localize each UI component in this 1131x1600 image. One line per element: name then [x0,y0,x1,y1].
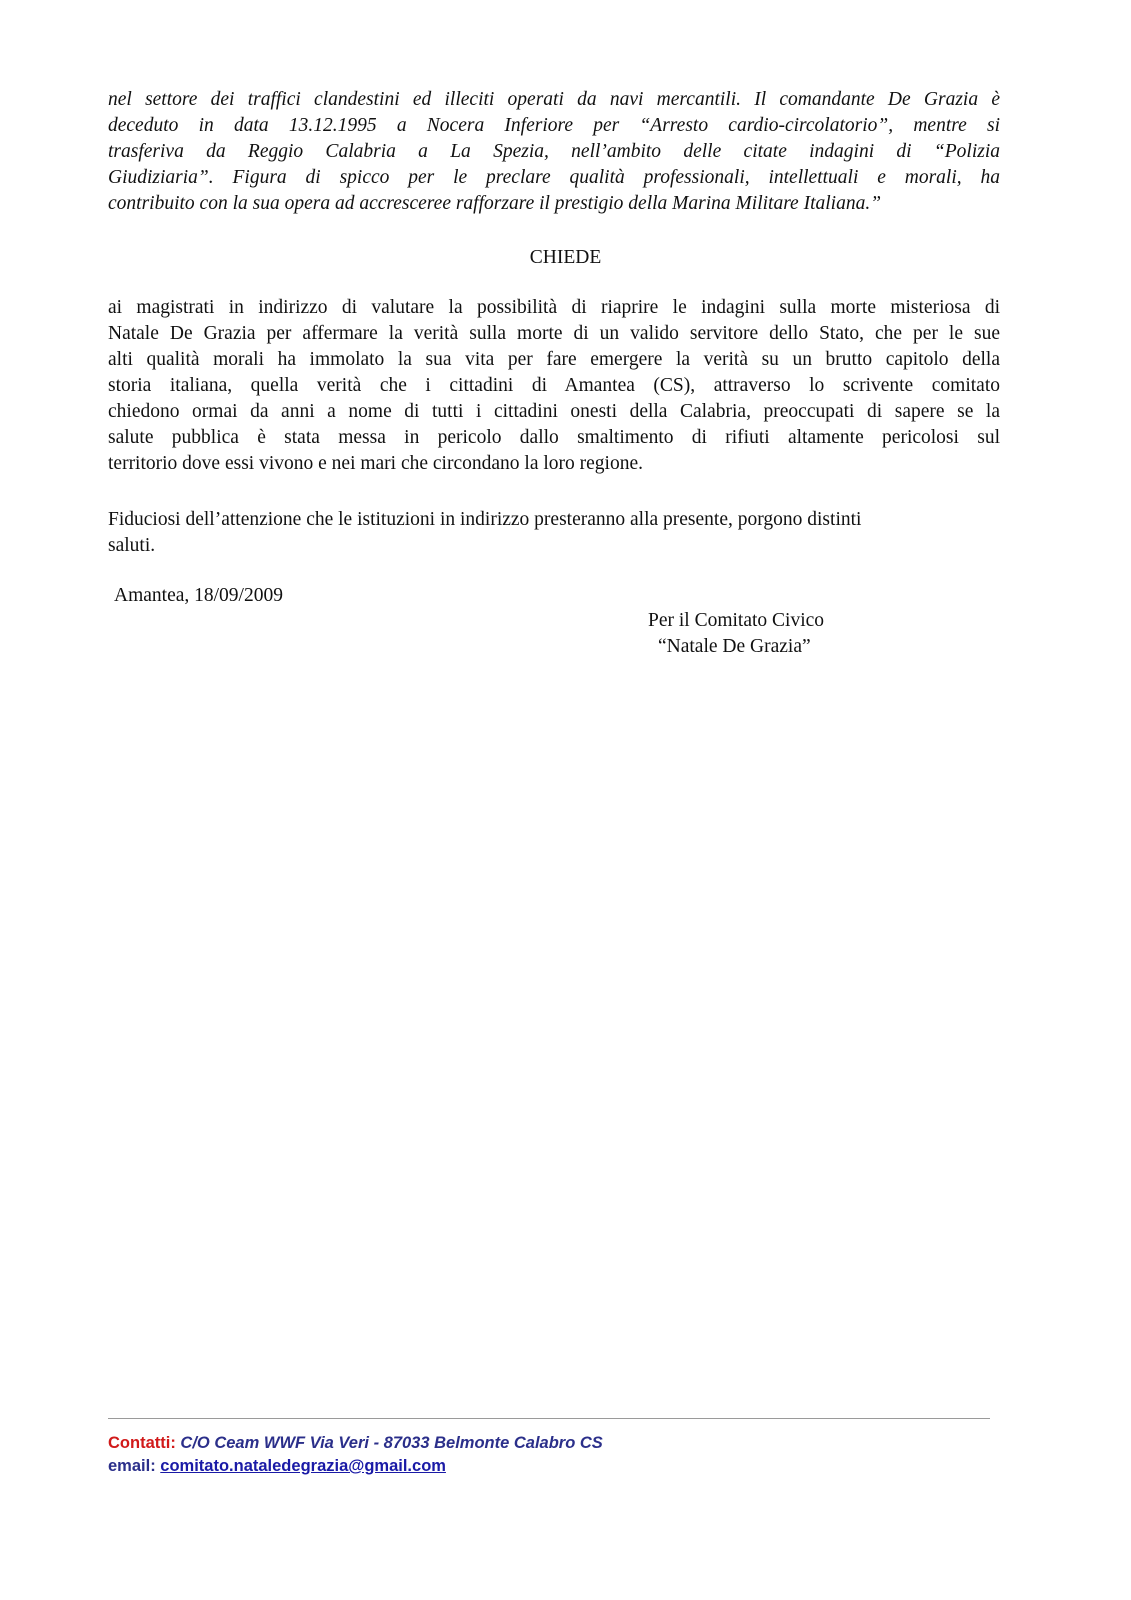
email-label: email: [108,1457,156,1475]
signature-line: Per il Comitato Civico [648,610,825,631]
contacts-row [108,1432,603,1455]
email-link[interactable]: comitato.nataledegrazia@gmail.com [160,1457,446,1475]
place-and-date: Amantea, 18/09/2009 [114,585,283,606]
contacts-label: Contatti: [108,1434,176,1452]
request-paragraph [108,295,1000,477]
email-row [108,1455,603,1478]
signature-committee-name: “Natale De Grazia” [658,636,811,657]
paragraph-line: alti qualità morali ha immolato la sua vita per fare emergere la verità su un brutto capitolo della [108,349,1000,370]
paragraph-line: salute pubblica è stata messa in pericolo dallo smaltimento di rifiuti altamente pericolosi sul [108,427,1000,448]
paragraph-line: deceduto in data 13.12.1995 a Nocera Inferiore per “Arresto cardio-circolatorio”, mentre si [108,115,1000,136]
paragraph-line: Giudiziaria”. Figura di spicco per le preclare qualità professionali, intellettuali e morali, ha [108,167,1000,188]
paragraph-line: storia italiana, quella verità che i cittadini di Amantea (CS), attraverso lo scrivente comitato [108,375,1000,396]
paragraph-line: contribuito con la sua opera ad accresceree rafforzare il prestigio della Marina Militare Italiana.” [108,193,882,214]
paragraph-line: trasferiva da Reggio Calabria a La Spezia, nell’ambito delle citate indagini di “Polizia [108,141,1000,162]
paragraph-line: saluti. [108,535,156,556]
paragraph-line: Fiduciosi dell’attenzione che le istituzioni in indirizzo presteranno alla presente, porgono distinti [108,509,862,530]
contacts-address: C/O Ceam WWF Via Veri - 87033 Belmonte Calabro CS [180,1434,603,1452]
signature-block [648,608,824,660]
footer-contacts [108,1432,603,1478]
section-heading: CHIEDE [529,247,602,268]
paragraph-line: nel settore dei traffici clandestini ed illeciti operati da navi mercantili. Il comandante De Grazia è [108,89,1000,110]
quoted-paragraph [108,87,1000,217]
paragraph-line: chiedono ormai da anni a nome di tutti i cittadini onesti della Calabria, preoccupati di sapere se la [108,401,1000,422]
footer-divider [108,1418,990,1419]
paragraph-line: Natale De Grazia per affermare la verità sulla morte di un valido servitore dello Stato, che per le sue [108,323,1000,344]
closing-paragraph [108,507,1000,559]
paragraph-line: ai magistrati in indirizzo di valutare la possibilità di riaprire le indagini sulla morte misteriosa di [108,297,1000,318]
paragraph-line: territorio dove essi vivono e nei mari che circondano la loro regione. [108,453,643,474]
